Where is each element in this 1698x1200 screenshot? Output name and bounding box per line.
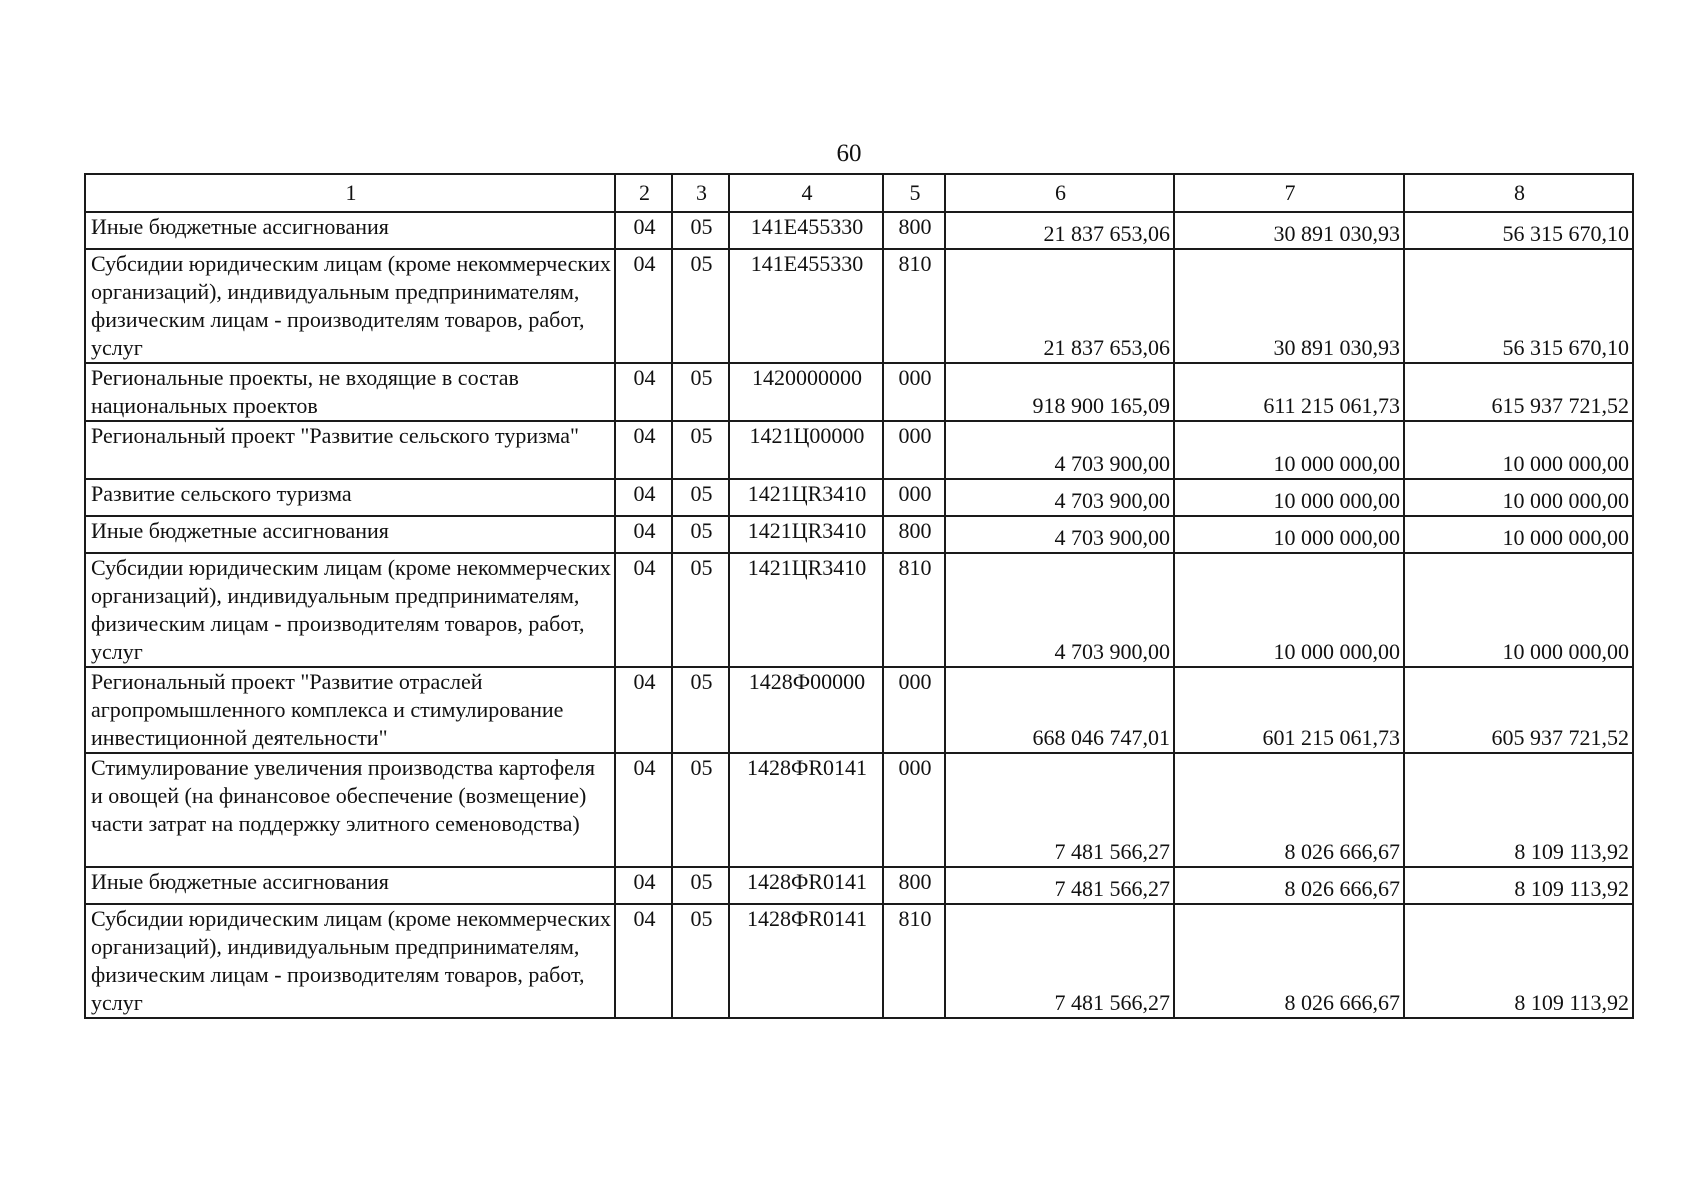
row-amount-8: 10 000 000,00 (1404, 479, 1633, 516)
row-expense-type: 000 (883, 363, 945, 421)
row-name: Субсидии юридическим лицам (кроме некоммерческих организаций), индивидуальным предпринимателям, физическим лицам - производителям товаров, работ, услуг (85, 553, 615, 667)
row-subsection: 05 (672, 867, 729, 904)
row-amount-7: 8 026 666,67 (1174, 867, 1404, 904)
row-amount-7: 10 000 000,00 (1174, 421, 1404, 479)
row-subsection: 05 (672, 553, 729, 667)
row-expense-type: 000 (883, 667, 945, 753)
table-row (85, 867, 1633, 904)
row-expense-type: 810 (883, 553, 945, 667)
row-section: 04 (615, 212, 672, 249)
row-subsection: 05 (672, 421, 729, 479)
row-subsection: 05 (672, 249, 729, 363)
header-col-6: 6 (945, 174, 1174, 212)
row-target-code: 1421ЦR3410 (729, 553, 883, 667)
budget-table (84, 173, 1634, 1019)
row-amount-7: 30 891 030,93 (1174, 249, 1404, 363)
row-section: 04 (615, 553, 672, 667)
row-amount-8: 8 109 113,92 (1404, 753, 1633, 867)
row-expense-type: 800 (883, 867, 945, 904)
row-name: Региональный проект "Развитие отраслей агропромышленного комплекса и стимулирование инвестиционной деятельности" (85, 667, 615, 753)
row-expense-type: 000 (883, 753, 945, 867)
header-col-3: 3 (672, 174, 729, 212)
row-amount-6: 7 481 566,27 (945, 904, 1174, 1018)
row-expense-type: 000 (883, 421, 945, 479)
row-amount-6: 4 703 900,00 (945, 553, 1174, 667)
row-amount-6: 7 481 566,27 (945, 753, 1174, 867)
row-amount-6: 4 703 900,00 (945, 516, 1174, 553)
row-target-code: 1421Ц00000 (729, 421, 883, 479)
row-amount-6: 21 837 653,06 (945, 212, 1174, 249)
table-row (85, 479, 1633, 516)
row-amount-6: 918 900 165,09 (945, 363, 1174, 421)
row-section: 04 (615, 421, 672, 479)
row-target-code: 1421ЦR3410 (729, 516, 883, 553)
row-target-code: 1428ФR0141 (729, 904, 883, 1018)
row-name: Субсидии юридическим лицам (кроме некоммерческих организаций), индивидуальным предпринимателям, физическим лицам - производителям товаров, работ, услуг (85, 904, 615, 1018)
row-amount-8: 10 000 000,00 (1404, 421, 1633, 479)
row-section: 04 (615, 753, 672, 867)
table-row (85, 363, 1633, 421)
row-section: 04 (615, 363, 672, 421)
header-col-5: 5 (883, 174, 945, 212)
row-subsection: 05 (672, 212, 729, 249)
row-expense-type: 800 (883, 516, 945, 553)
row-amount-6: 668 046 747,01 (945, 667, 1174, 753)
row-section: 04 (615, 479, 672, 516)
row-subsection: 05 (672, 753, 729, 867)
row-amount-8: 10 000 000,00 (1404, 553, 1633, 667)
header-col-1: 1 (85, 174, 615, 212)
row-name: Иные бюджетные ассигнования (85, 212, 615, 249)
row-name: Иные бюджетные ассигнования (85, 516, 615, 553)
table-row (85, 212, 1633, 249)
row-expense-type: 810 (883, 249, 945, 363)
row-section: 04 (615, 904, 672, 1018)
row-subsection: 05 (672, 516, 729, 553)
row-expense-type: 800 (883, 212, 945, 249)
row-subsection: 05 (672, 667, 729, 753)
row-target-code: 1421ЦR3410 (729, 479, 883, 516)
row-amount-8: 56 315 670,10 (1404, 212, 1633, 249)
row-target-code: 1428ФR0141 (729, 753, 883, 867)
table-row (85, 516, 1633, 553)
header-col-7: 7 (1174, 174, 1404, 212)
row-name: Субсидии юридическим лицам (кроме некоммерческих организаций), индивидуальным предпринимателям, физическим лицам - производителям товаров, работ, услуг (85, 249, 615, 363)
row-target-code: 141E455330 (729, 212, 883, 249)
row-amount-7: 611 215 061,73 (1174, 363, 1404, 421)
row-amount-8: 56 315 670,10 (1404, 249, 1633, 363)
row-name: Региональный проект "Развитие сельского туризма" (85, 421, 615, 479)
row-amount-8: 615 937 721,52 (1404, 363, 1633, 421)
table-row (85, 753, 1633, 867)
row-section: 04 (615, 667, 672, 753)
row-amount-6: 21 837 653,06 (945, 249, 1174, 363)
table-row (85, 553, 1633, 667)
page-number: 60 (836, 140, 862, 167)
row-amount-7: 10 000 000,00 (1174, 553, 1404, 667)
row-amount-7: 10 000 000,00 (1174, 516, 1404, 553)
row-amount-7: 8 026 666,67 (1174, 904, 1404, 1018)
table-row (85, 249, 1633, 363)
row-amount-8: 8 109 113,92 (1404, 867, 1633, 904)
row-expense-type: 000 (883, 479, 945, 516)
row-amount-7: 30 891 030,93 (1174, 212, 1404, 249)
row-target-code: 1428ФR0141 (729, 867, 883, 904)
row-name: Развитие сельского туризма (85, 479, 615, 516)
row-target-code: 1420000000 (729, 363, 883, 421)
row-name: Иные бюджетные ассигнования (85, 867, 615, 904)
row-amount-7: 601 215 061,73 (1174, 667, 1404, 753)
row-section: 04 (615, 867, 672, 904)
row-amount-7: 8 026 666,67 (1174, 753, 1404, 867)
row-amount-7: 10 000 000,00 (1174, 479, 1404, 516)
header-col-4: 4 (729, 174, 883, 212)
row-amount-8: 10 000 000,00 (1404, 516, 1633, 553)
row-name: Региональные проекты, не входящие в состав национальных проектов (85, 363, 615, 421)
table-row (85, 904, 1633, 1018)
header-row (85, 174, 1633, 212)
row-expense-type: 810 (883, 904, 945, 1018)
table-row (85, 667, 1633, 753)
row-amount-8: 605 937 721,52 (1404, 667, 1633, 753)
row-subsection: 05 (672, 904, 729, 1018)
row-subsection: 05 (672, 363, 729, 421)
row-section: 04 (615, 516, 672, 553)
row-section: 04 (615, 249, 672, 363)
row-amount-6: 4 703 900,00 (945, 479, 1174, 516)
row-subsection: 05 (672, 479, 729, 516)
table-row (85, 421, 1633, 479)
row-name: Стимулирование увеличения производства картофеля и овощей (на финансовое обеспечение (возмещение) части затрат на поддержку элитного семеноводства) (85, 753, 615, 867)
row-amount-6: 4 703 900,00 (945, 421, 1174, 479)
row-target-code: 1428Ф00000 (729, 667, 883, 753)
row-amount-6: 7 481 566,27 (945, 867, 1174, 904)
header-col-2: 2 (615, 174, 672, 212)
header-col-8: 8 (1404, 174, 1633, 212)
row-amount-8: 8 109 113,92 (1404, 904, 1633, 1018)
row-target-code: 141E455330 (729, 249, 883, 363)
